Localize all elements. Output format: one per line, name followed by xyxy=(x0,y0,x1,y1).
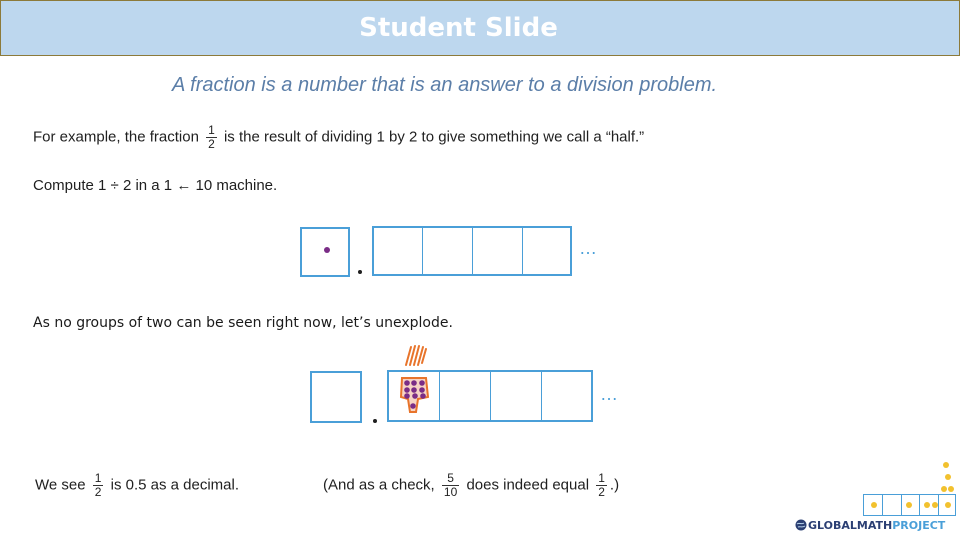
compute-instruction: Compute 1 ÷ 2 in a 1 ← 10 machine. xyxy=(33,177,278,194)
box-divider xyxy=(938,495,939,515)
fraction-numerator: 5 xyxy=(442,472,459,486)
decimal-point xyxy=(358,270,362,274)
logo-dot xyxy=(924,502,930,508)
box-divider xyxy=(422,228,423,274)
fraction-numerator: 1 xyxy=(94,471,102,485)
fraction-definition: A fraction is a number that is an answer to a division problem. xyxy=(172,74,718,96)
machine-two-ellipsis: … xyxy=(600,384,619,404)
logo-dot xyxy=(943,462,949,468)
fraction-denominator: 2 xyxy=(598,485,605,499)
fraction-denominator: 2 xyxy=(208,137,215,151)
machine-one-ones-box xyxy=(300,227,350,277)
logo-dot xyxy=(906,502,912,508)
logo-machine-boxes xyxy=(863,494,956,516)
example-text-before: For example, the fraction xyxy=(33,128,199,146)
box-divider xyxy=(919,495,920,515)
logo-word-project: PROJECT xyxy=(892,519,946,532)
example-text-after: is the result of dividing 1 by 2 to give something we call a “half.” xyxy=(223,128,645,146)
machine-one-ellipsis: … xyxy=(579,238,598,258)
conclusion-text: We see xyxy=(35,476,86,494)
conclusion-check xyxy=(323,472,619,499)
logo-dot xyxy=(871,502,877,508)
box-divider xyxy=(882,495,883,515)
machine-one-decimal-boxes xyxy=(372,226,572,276)
machine-two-ones-box xyxy=(310,371,362,423)
box-divider xyxy=(901,495,902,515)
fraction-one-half xyxy=(206,124,217,151)
tally-marks-icon xyxy=(402,343,428,367)
unexplode-note: As no groups of two can be seen right now, let’s unexplode. xyxy=(33,315,453,331)
ten-dots-group-icon xyxy=(398,375,432,415)
dot xyxy=(324,247,330,253)
logo-wordmark xyxy=(808,519,945,532)
conclusion-left xyxy=(35,472,239,499)
box-divider xyxy=(439,372,440,420)
check-text: does indeed equal xyxy=(466,476,590,494)
logo-word-global: GLOBAL xyxy=(808,519,857,532)
logo-dot xyxy=(945,474,951,480)
fraction-denominator: 10 xyxy=(443,485,458,499)
box-divider xyxy=(472,228,473,274)
logo-word-math: MATH xyxy=(856,519,893,532)
fraction-numerator: 1 xyxy=(598,471,605,485)
fraction-denominator: 2 xyxy=(94,485,102,499)
check-text: .) xyxy=(609,476,620,494)
decimal-point xyxy=(373,419,377,423)
fraction-numerator: 1 xyxy=(208,123,215,137)
fraction-five-tenths xyxy=(442,472,459,499)
logo-dot xyxy=(941,486,947,492)
fraction-one-half xyxy=(596,472,607,499)
example-line xyxy=(33,124,644,151)
check-text: (And as a check, xyxy=(323,476,435,494)
box-divider xyxy=(490,372,491,420)
logo-dot xyxy=(948,486,954,492)
fraction-one-half xyxy=(93,472,104,499)
globe-icon xyxy=(795,519,807,531)
logo-dot xyxy=(945,502,951,508)
slide-title: Student Slide xyxy=(359,13,558,43)
box-divider xyxy=(541,372,542,420)
conclusion-text: is 0.5 as a decimal. xyxy=(110,476,240,494)
logo-dot xyxy=(932,502,938,508)
box-divider xyxy=(522,228,523,274)
